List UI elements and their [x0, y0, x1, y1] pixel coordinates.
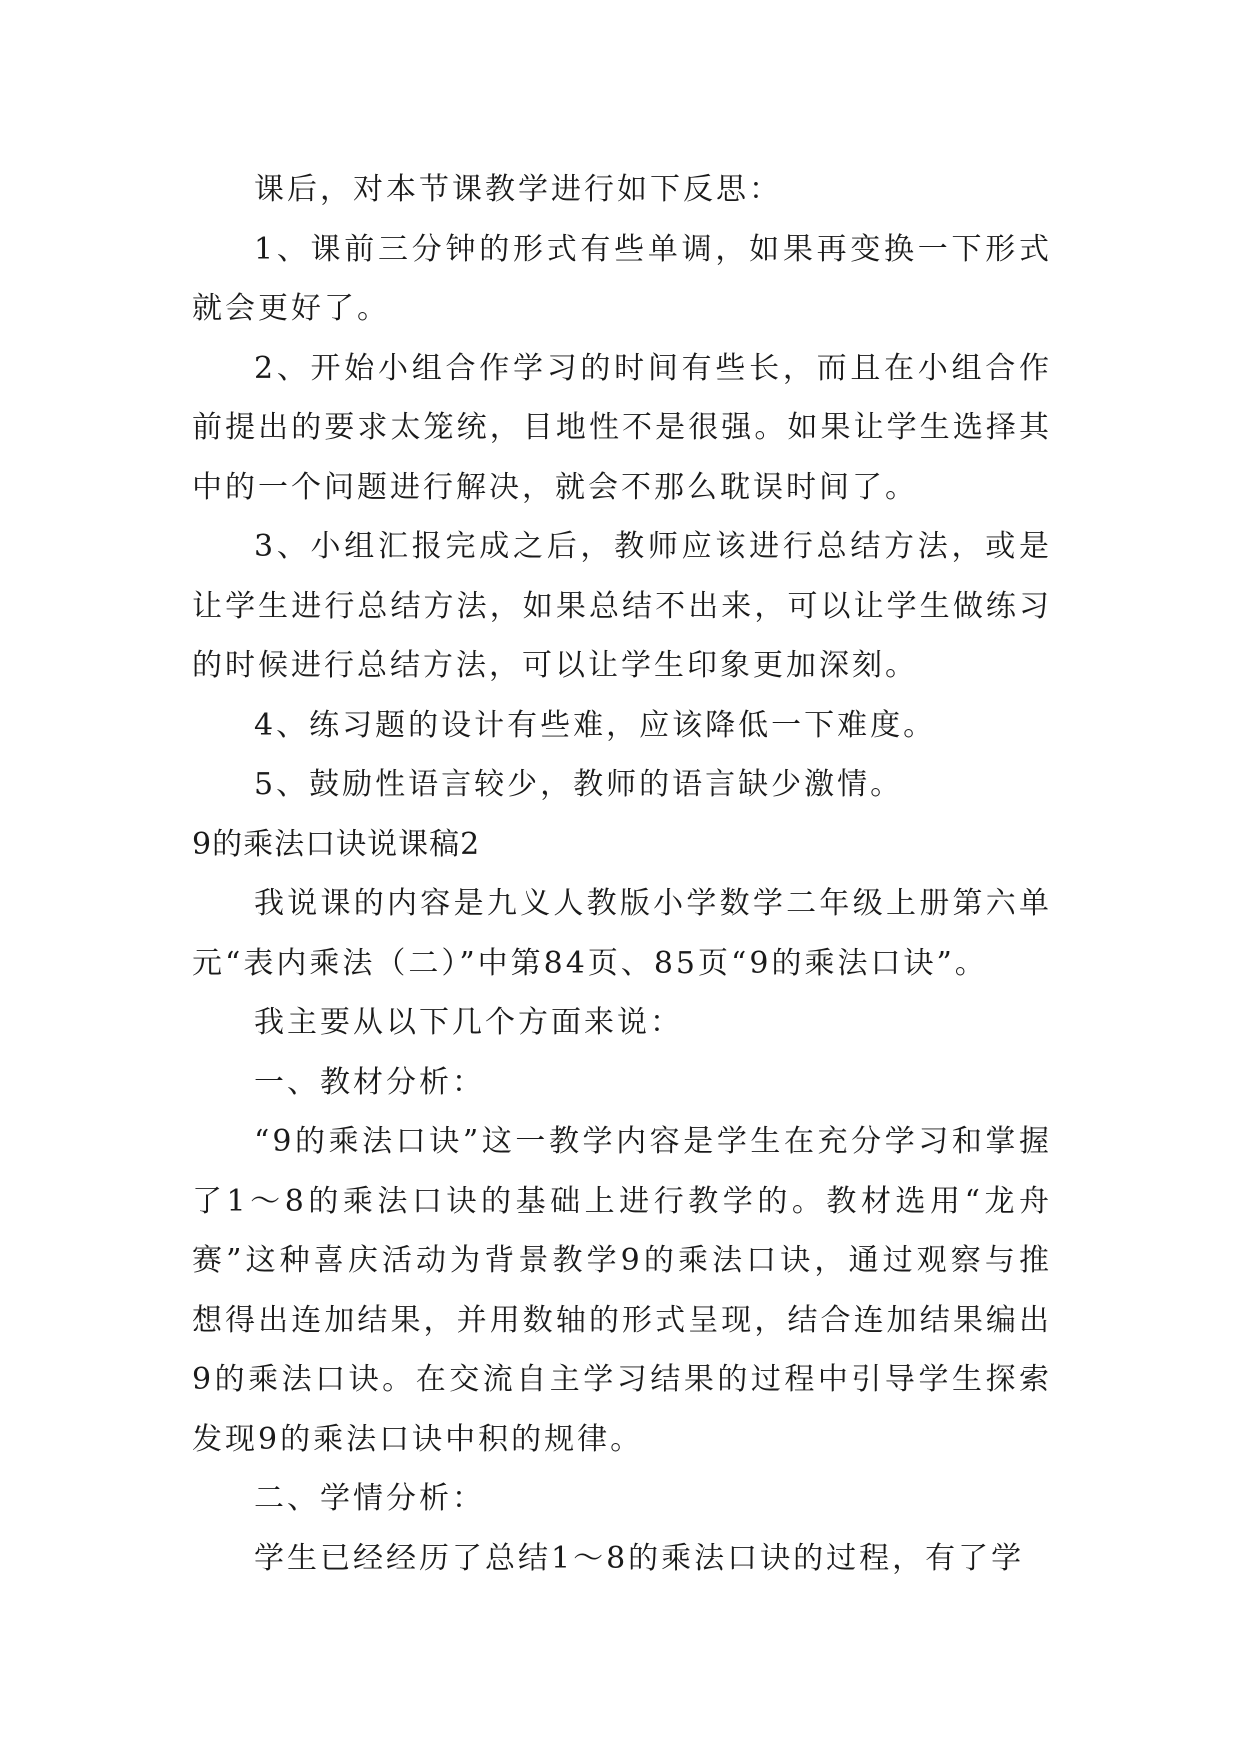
- paragraph-reflection-2: 2、开始小组合作学习的时间有些长，而且在小组合作前提出的要求太笼统，目地性不是很强。如果让学生选择其中的一个问题进行解决，就会不那么耽误时间了。: [192, 350, 1052, 505]
- paragraph-reflection-5: 5、鼓励性语言较少，教师的语言缺少激情。: [254, 767, 904, 802]
- paragraph-reflection-4: 4、练习题的设计有些难，应该降低一下难度。: [254, 707, 937, 743]
- document-page: [192, 160, 1052, 1588]
- paragraph-textbook-analysis: “9的乘法口诀”这一教学内容是学生在充分学习和掌握了1～8的乘法口诀的基础上进行教学的。教材选用“龙舟赛”这种喜庆活动为背景教学9的乘法口诀，通过观察与推想得出连加结果，并用数轴的形式呈现，结合连加结果编出9的乘法口诀。在交流自主学习结果的过程中引导学生探索发现9的乘法口诀中积的规律。: [192, 1124, 1052, 1457]
- section-heading: 9的乘法口诀说课稿2: [192, 826, 481, 862]
- paragraph-reflection-intro: 课后，对本节课教学进行如下反思：: [254, 172, 782, 207]
- paragraph-reflection-1: 1、课前三分钟的形式有些单调，如果再变换一下形式就会更好了。: [192, 231, 1052, 326]
- paragraph-student-analysis-title: 二、学情分析：: [254, 1481, 485, 1516]
- paragraph-reflection-3: 3、小组汇报完成之后，教师应该进行总结方法，或是让学生进行总结方法，如果总结不出来，可以让学生做练习的时候进行总结方法，可以让学生印象更加深刻。: [192, 529, 1052, 683]
- paragraph-textbook-analysis-title: 一、教材分析：: [254, 1064, 485, 1100]
- paragraph-lesson-content: 我说课的内容是九义人教版小学数学二年级上册第六单元“表内乘法（二）”中第84页、85页“9的乘法口诀”。: [192, 886, 1052, 981]
- paragraph-student-analysis: 学生已经经历了总结1～8的乘法口诀的过程，有了学: [254, 1540, 1025, 1576]
- paragraph-outline-intro: 我主要从以下几个方面来说：: [254, 1005, 683, 1040]
